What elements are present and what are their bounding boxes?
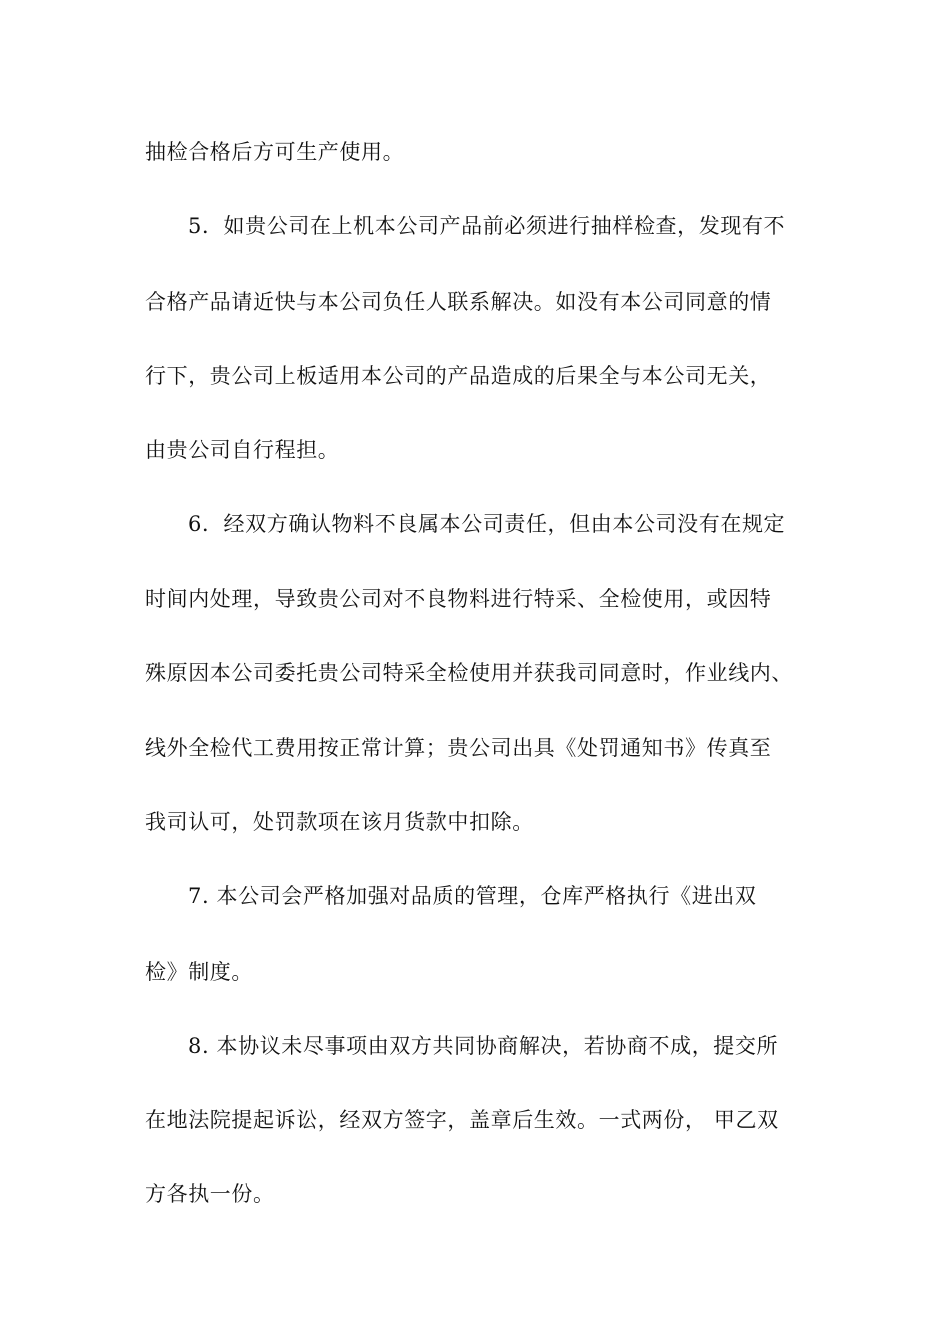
- text-line: 抽检合格后方可生产使用。: [145, 140, 405, 164]
- text-line: 时间内处理，导致贵公司对不良物料进行特采、全检使用，或因特: [145, 587, 772, 611]
- text-line: 7. 本公司会严格加强对品质的管理，仓库严格执行《进出双: [188, 884, 757, 908]
- text-line: 合格产品请近快与本公司负任人联系解决。如没有本公司同意的情: [145, 290, 772, 314]
- text-line: 方各执一份。: [145, 1182, 275, 1206]
- text-line: 由贵公司自行程担。: [145, 438, 340, 462]
- text-line: 在地法院提起诉讼，经双方签字，盖章后生效。一式两份， 甲乙双: [145, 1108, 779, 1132]
- text-line: 线外全检代工费用按正常计算；贵公司出具《处罚通知书》传真至: [145, 736, 772, 760]
- text-line: 8. 本协议未尽事项由双方共同协商解决，若协商不成，提交所: [188, 1034, 779, 1058]
- text-line: 检》制度。: [145, 960, 253, 984]
- text-line: 我司认可，处罚款项在该月货款中扣除。: [145, 810, 534, 834]
- text-line: 殊原因本公司委托贵公司特采全检使用并获我司同意时，作业线内、: [145, 661, 793, 685]
- text-line: 6．经双方确认物料不良属本公司责任，但由本公司没有在规定: [188, 512, 786, 536]
- text-line: 5．如贵公司在上机本公司产品前必须进行抽样检查，发现有不: [188, 214, 786, 238]
- text-line: 行下，贵公司上板适用本公司的产品造成的后果全与本公司无关，: [145, 364, 772, 388]
